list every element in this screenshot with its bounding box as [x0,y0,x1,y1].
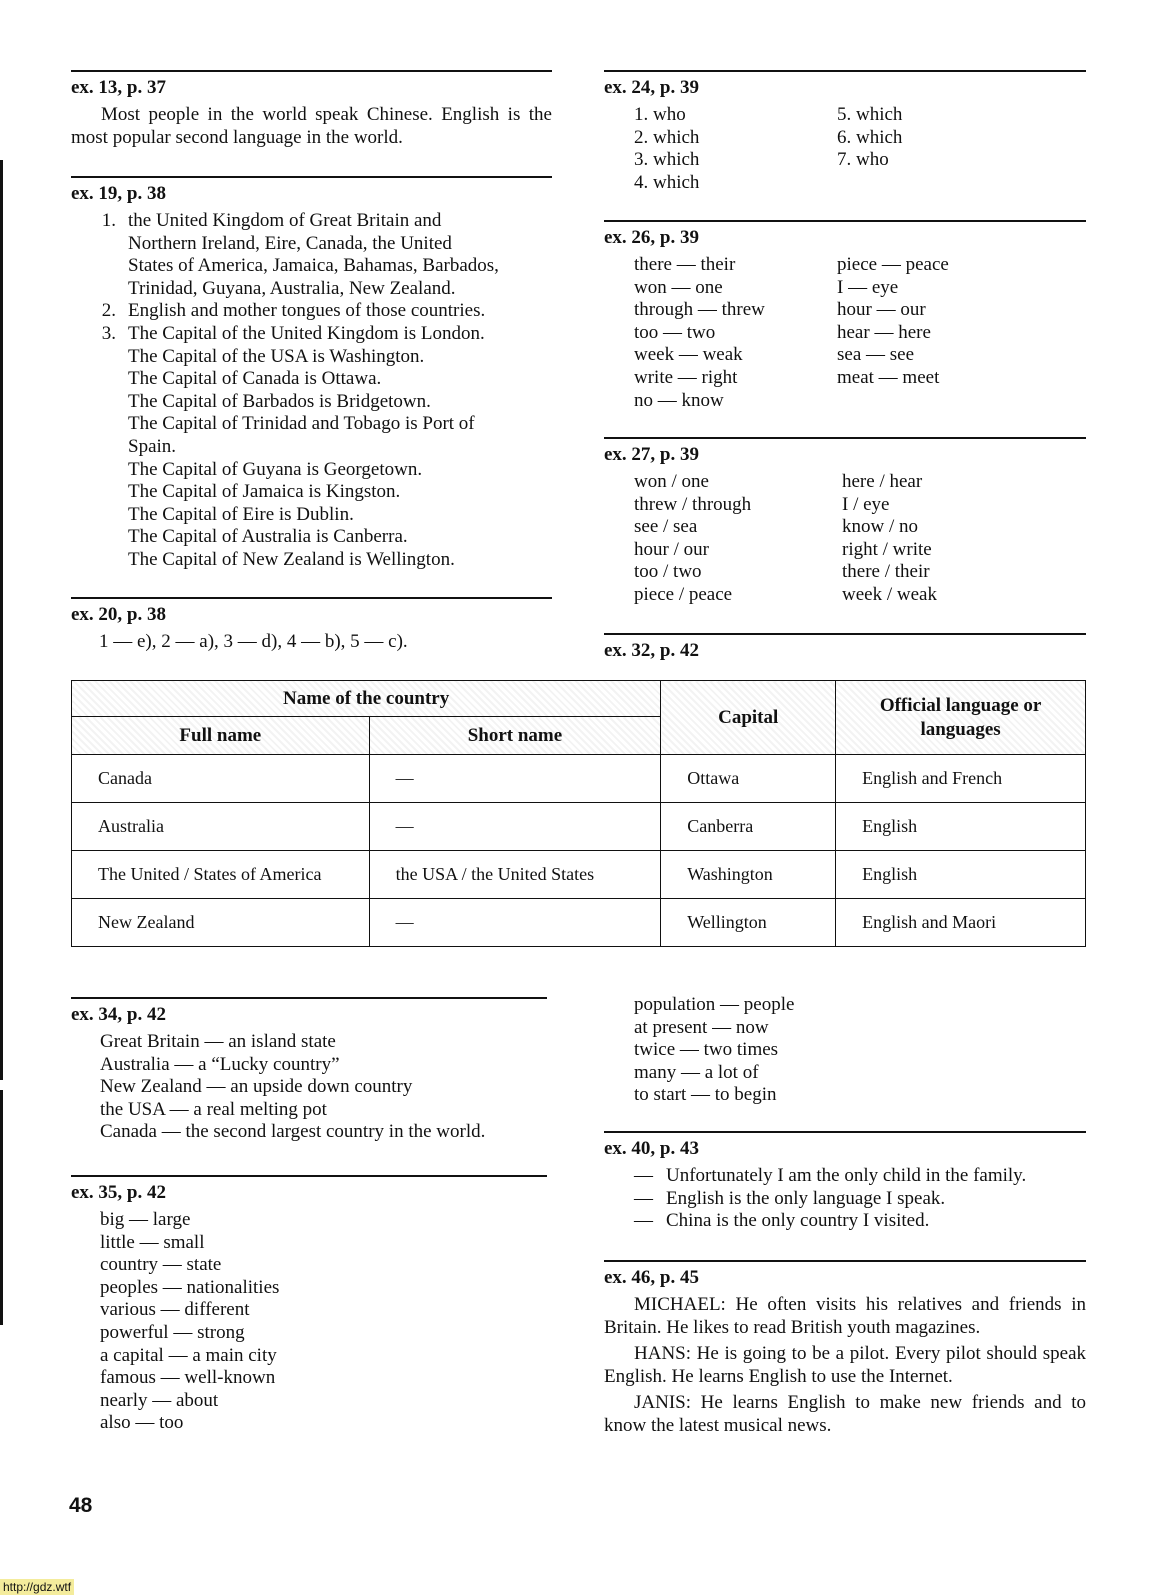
section-ex19 [71,176,552,572]
cell-language: English [836,851,1086,899]
answer-text: 1 — e), 2 — a), 3 — d), 4 — b), 5 — c). [99,631,408,652]
answer-item: population — people [634,994,795,1015]
item-line: The Capital of Barbados is Bridgetown. [128,390,431,412]
cell-short-name: — [369,899,661,947]
cell-language: English [836,803,1086,851]
answer-item: 2. which [634,126,700,148]
answer-item: famous — well-known [100,1367,276,1389]
cell-short-name: the USA / the United States [369,851,661,899]
section-title: ex. 35, p. 42 [71,1182,166,1203]
header-full-name: Full name [72,717,370,755]
item-line: the United Kingdom of Great Britain and [128,210,442,231]
scan-edge-mark [0,160,3,1080]
section-rule [604,220,1086,222]
cell-full-name: Canada [72,755,370,803]
section-ex27 [604,437,1086,607]
answer-item: New Zealand — an upside down country [100,1076,413,1098]
answer-item: Australia — a “Lucky country” [100,1053,340,1075]
answer-item: know / no [842,516,918,538]
item-line: The Capital of Australia is Canberra. [128,526,408,548]
answer-item: too / two [634,561,702,583]
dash-marker: — [634,1210,653,1232]
answer-item: right / write [842,538,932,560]
cell-capital: Washington [661,851,836,899]
answer-columns [604,471,1086,607]
section-title: ex. 32, p. 42 [604,640,699,661]
section-title: ex. 34, p. 42 [71,1004,166,1025]
answer-item: nearly — about [100,1389,219,1411]
section-ex35 [71,1175,547,1435]
answer-item [88,323,552,572]
answer-item: hour / our [634,538,709,560]
answer-item: 5. which [837,104,903,125]
section-ex34 [71,997,547,1144]
answer-item: country — state [100,1254,222,1276]
header-capital: Capital [661,681,836,755]
section-rule [71,70,552,72]
answer-item: little — small [100,1231,205,1253]
answer-item: peoples — nationalities [100,1276,280,1298]
item-number: 2. [101,300,116,322]
answer-item [634,1188,1086,1211]
cell-capital: Wellington [661,899,836,947]
section-ex46 [604,1260,1086,1438]
answer-item: week / weak [842,583,937,605]
answer-item [88,300,552,323]
answer-item: also — too [100,1412,184,1434]
item-line: English and mother tongues of those countries. [128,300,486,322]
item-line: The Capital of Trinidad and Tobago is Port of [128,413,475,435]
cell-full-name: The United / States of America [72,851,370,899]
item-number: 1. [101,210,116,231]
cell-language: English and Maori [836,899,1086,947]
answer-columns [604,104,1086,194]
answer-item: Great Britain — an island state [100,1031,336,1052]
countries-table [71,680,1086,947]
answer-columns [604,254,1086,412]
answer-text: Unfortunately I am the only child in the family. [666,1165,1027,1186]
section-title: ex. 40, p. 43 [604,1138,699,1159]
section-rule [604,1260,1086,1262]
cell-short-name: — [369,755,661,803]
item-line: States of America, Jamaica, Bahamas, Barbados, [128,255,499,277]
cell-full-name: New Zealand [72,899,370,947]
section-title: ex. 19, p. 38 [71,183,166,204]
answer-item: won / one [634,471,709,492]
section-title: ex. 13, p. 37 [71,77,166,98]
answer-item: see / sea [634,516,698,538]
section-rule [604,1131,1086,1133]
section-ex40 [604,1131,1086,1233]
answer-item: 6. which [837,126,903,148]
answer-item: hour — our [837,299,926,321]
section-ex35-continued [634,994,1086,1107]
section-ex13 [71,70,552,149]
answer-item: to start — to begin [634,1084,777,1106]
table-row [72,803,1086,851]
answer-item: piece — peace [837,254,949,275]
section-rule [71,597,552,599]
item-line: The Capital of New Zealand is Wellington. [128,548,455,570]
answer-item: here / hear [842,471,923,492]
item-number: 3. [101,322,116,344]
answer-item [634,1210,1086,1233]
answer-item: piece / peace [634,583,733,605]
item-line: Spain. [128,435,177,457]
cell-capital: Canberra [661,803,836,851]
item-line: The Capital of the USA is Washington. [128,345,425,367]
table-row [72,851,1086,899]
section-rule [604,633,1086,635]
header-short-name: Short name [369,717,661,755]
item-line: The Capital of the United Kingdom is London. [128,322,485,344]
cell-short-name: — [369,803,661,851]
section-title: ex. 27, p. 39 [604,444,699,465]
answer-item: 1. who [634,104,686,125]
section-ex24 [604,70,1086,194]
answer-item: 7. who [837,149,889,171]
answer-item: meat — meet [837,366,940,388]
answer-item: I / eye [842,493,890,515]
section-title: ex. 20, p. 38 [71,604,166,625]
page-number: 48 [69,1494,93,1517]
section-ex32 [604,633,1086,667]
watermark-link[interactable]: http://gdz.wtf [0,1579,74,1595]
answer-item: twice — two times [634,1039,779,1061]
section-ex20 [71,597,552,654]
answer-item: big — large [100,1209,191,1230]
cell-full-name: Australia [72,803,370,851]
answer-item: there — their [634,254,736,275]
answer-paragraph: JANIS: He learns English to make new friends and to know the latest musical news. [604,1392,1086,1436]
table-header-row [72,681,1086,717]
section-rule [604,437,1086,439]
table-row [72,755,1086,803]
answer-item: write — right [634,366,738,388]
section-title: ex. 46, p. 45 [604,1267,699,1288]
answer-item: week — weak [634,344,743,366]
item-line: The Capital of Jamaica is Kingston. [128,481,401,503]
scan-edge-mark [0,1090,3,1325]
section-rule [71,176,552,178]
dash-marker: — [634,1187,653,1209]
section-rule [71,997,547,999]
answer-item: at present — now [634,1016,769,1038]
answer-item [634,1165,1086,1188]
section-rule [71,1175,547,1177]
answer-item: Canada — the second largest country in the world. [100,1121,486,1143]
answer-text: English is the only language I speak. [666,1187,946,1209]
answer-paragraph: HANS: He is going to be a pilot. Every pilot should speak English. He learns English to use the Internet. [604,1343,1086,1387]
item-line: Northern Ireland, Eire, Canada, the United [128,232,452,254]
section-title: ex. 24, p. 39 [604,77,699,98]
answer-item: there / their [842,561,930,583]
answer-item: no — know [634,389,724,411]
answer-item: the USA — a real melting pot [100,1098,327,1120]
item-line: The Capital of Guyana is Georgetown. [128,458,423,480]
answer-item: through — threw [634,299,765,321]
answer-paragraph: MICHAEL: He often visits his relatives and friends in Britain. He likes to read British youth magazines. [604,1294,1086,1338]
section-ex26 [604,220,1086,412]
answer-item: various — different [100,1299,250,1321]
table-row [72,899,1086,947]
header-official-language: Official language or languages [836,681,1086,755]
header-name-of-country: Name of the country [72,681,661,717]
answer-list [88,210,552,572]
answer-item: 4. which [634,171,700,193]
answer-item: threw / through [634,493,752,515]
answer-item: too — two [634,321,716,343]
item-line: The Capital of Canada is Ottawa. [128,368,382,390]
cell-language: English and French [836,755,1086,803]
answer-item: won — one [634,276,723,298]
answer-text: China is the only country I visited. [666,1210,930,1232]
cell-capital: Ottawa [661,755,836,803]
answer-item: I — eye [837,276,899,298]
answer-item: 3. which [634,149,700,171]
section-rule [604,70,1086,72]
answer-text: Most people in the world speak Chinese. English is the most popular second language in the world. [71,104,552,148]
answer-item [88,210,552,300]
item-line: Trinidad, Guyana, Australia, New Zealand. [128,277,456,299]
dash-marker: — [634,1165,653,1186]
answer-item: powerful — strong [100,1321,245,1343]
section-title: ex. 26, p. 39 [604,227,699,248]
answer-item: a capital — a main city [100,1344,277,1366]
answer-item: hear — here [837,321,931,343]
item-line: The Capital of Eire is Dublin. [128,503,354,525]
answer-item: many — a lot of [634,1061,759,1083]
answer-item: sea — see [837,344,915,366]
